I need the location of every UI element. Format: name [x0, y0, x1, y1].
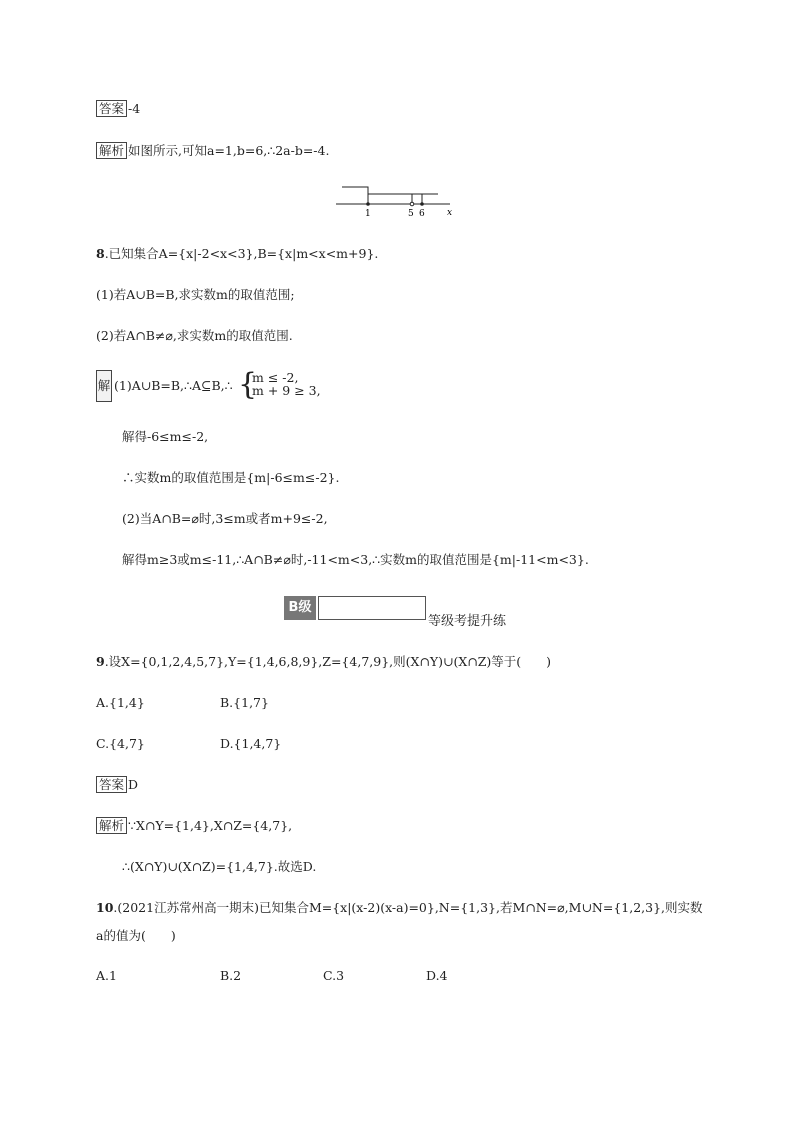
q9-stem-text: .设X={0,1,2,4,5,7},Y={1,4,6,8,9},Z={4,7,9},则(X∩Y)∪(X∩Z)等于( )	[104, 654, 552, 669]
solution-tag: 解	[96, 370, 112, 402]
q9-analysis-line	[96, 817, 292, 835]
q9-answer-line	[96, 776, 138, 794]
system-brace: {	[238, 367, 258, 402]
q9-analysis-tag: 解析	[96, 817, 127, 834]
axis-label-x: x	[447, 208, 453, 218]
number-line-figure	[336, 182, 460, 222]
q10-option-d: D.4	[426, 968, 448, 983]
q8-part1: (1)若A∪B=B,求实数m的取值范围;	[96, 287, 295, 302]
answer-text: -4	[128, 101, 141, 116]
q8-number: 8	[96, 246, 105, 261]
point-1	[366, 202, 370, 206]
q9-analysis-text: ∵X∩Y={1,4},X∩Z={4,7},	[128, 818, 293, 833]
q10-number: 10	[96, 900, 114, 915]
point-6	[420, 202, 424, 206]
section-title: 等级考提升练	[428, 614, 507, 629]
answer-tag: 答案	[96, 100, 127, 117]
tick-label-6: 6	[419, 209, 425, 219]
inequality-system	[252, 371, 321, 397]
analysis-tag: 解析	[96, 142, 127, 159]
q8-solution-line2: 解得-6≤m≤-2,	[122, 429, 209, 444]
set-a-bracket	[342, 187, 368, 204]
q8-stem-text: .已知集合A={x|-2<x<3},B={x|m<x<m+9}.	[104, 246, 379, 261]
q8-solution-line4: (2)当A∩B=⌀时,3≤m或者m+9≤-2,	[122, 511, 328, 526]
system-line-1: m ≤ -2,	[252, 370, 299, 385]
answer-line	[96, 100, 140, 118]
q10-option-a: A.1	[96, 968, 117, 983]
q9-answer-text: D	[128, 777, 139, 792]
section-badge: B级	[284, 596, 316, 620]
q10-option-c: C.3	[323, 968, 345, 983]
q10-stem	[96, 899, 703, 917]
q9-answer-tag: 答案	[96, 776, 127, 793]
q10-stem-text: .(2021江苏常州高一期末)已知集合M={x|(x-2)(x-a)=0},N={1,3},若M∩N=⌀,M∪N={1,2,3},则实数	[113, 900, 703, 915]
q8-solution-line5: 解得m≥3或m≤-11,∴A∩B≠⌀时,-11<m<3,∴实数m的取值范围是{m|-11<m<3}.	[122, 552, 589, 567]
q8-solution-lead: (1)A∪B=B,∴A⊆B,∴	[114, 378, 233, 393]
q9-number: 9	[96, 654, 105, 669]
q9-analysis-line2: ∴(X∩Y)∪(X∩Z)={1,4,7}.故选D.	[122, 859, 317, 874]
q9-option-c: C.{4,7}	[96, 736, 145, 751]
analysis-text: 如图所示,可知a=1,b=6,∴2a-b=-4.	[128, 143, 330, 158]
point-5	[410, 202, 414, 206]
analysis-line	[96, 142, 329, 160]
q10-stem-line2: a的值为( )	[96, 928, 176, 943]
q8-solution-line3: ∴实数m的取值范围是{m|-6≤m≤-2}.	[122, 470, 340, 485]
q9-option-d: D.{1,4,7}	[220, 736, 282, 751]
system-line-2: m + 9 ≥ 3,	[252, 383, 321, 398]
q8-part2: (2)若A∩B≠⌀,求实数m的取值范围.	[96, 328, 293, 343]
q9-option-b: B.{1,7}	[220, 695, 269, 710]
q9-stem	[96, 653, 551, 671]
tick-label-5: 5	[408, 209, 414, 219]
q8-stem	[96, 245, 378, 263]
q9-option-a: A.{1,4}	[96, 695, 145, 710]
section-box	[318, 596, 426, 620]
q10-option-b: B.2	[220, 968, 242, 983]
tick-label-1: 1	[365, 209, 371, 219]
